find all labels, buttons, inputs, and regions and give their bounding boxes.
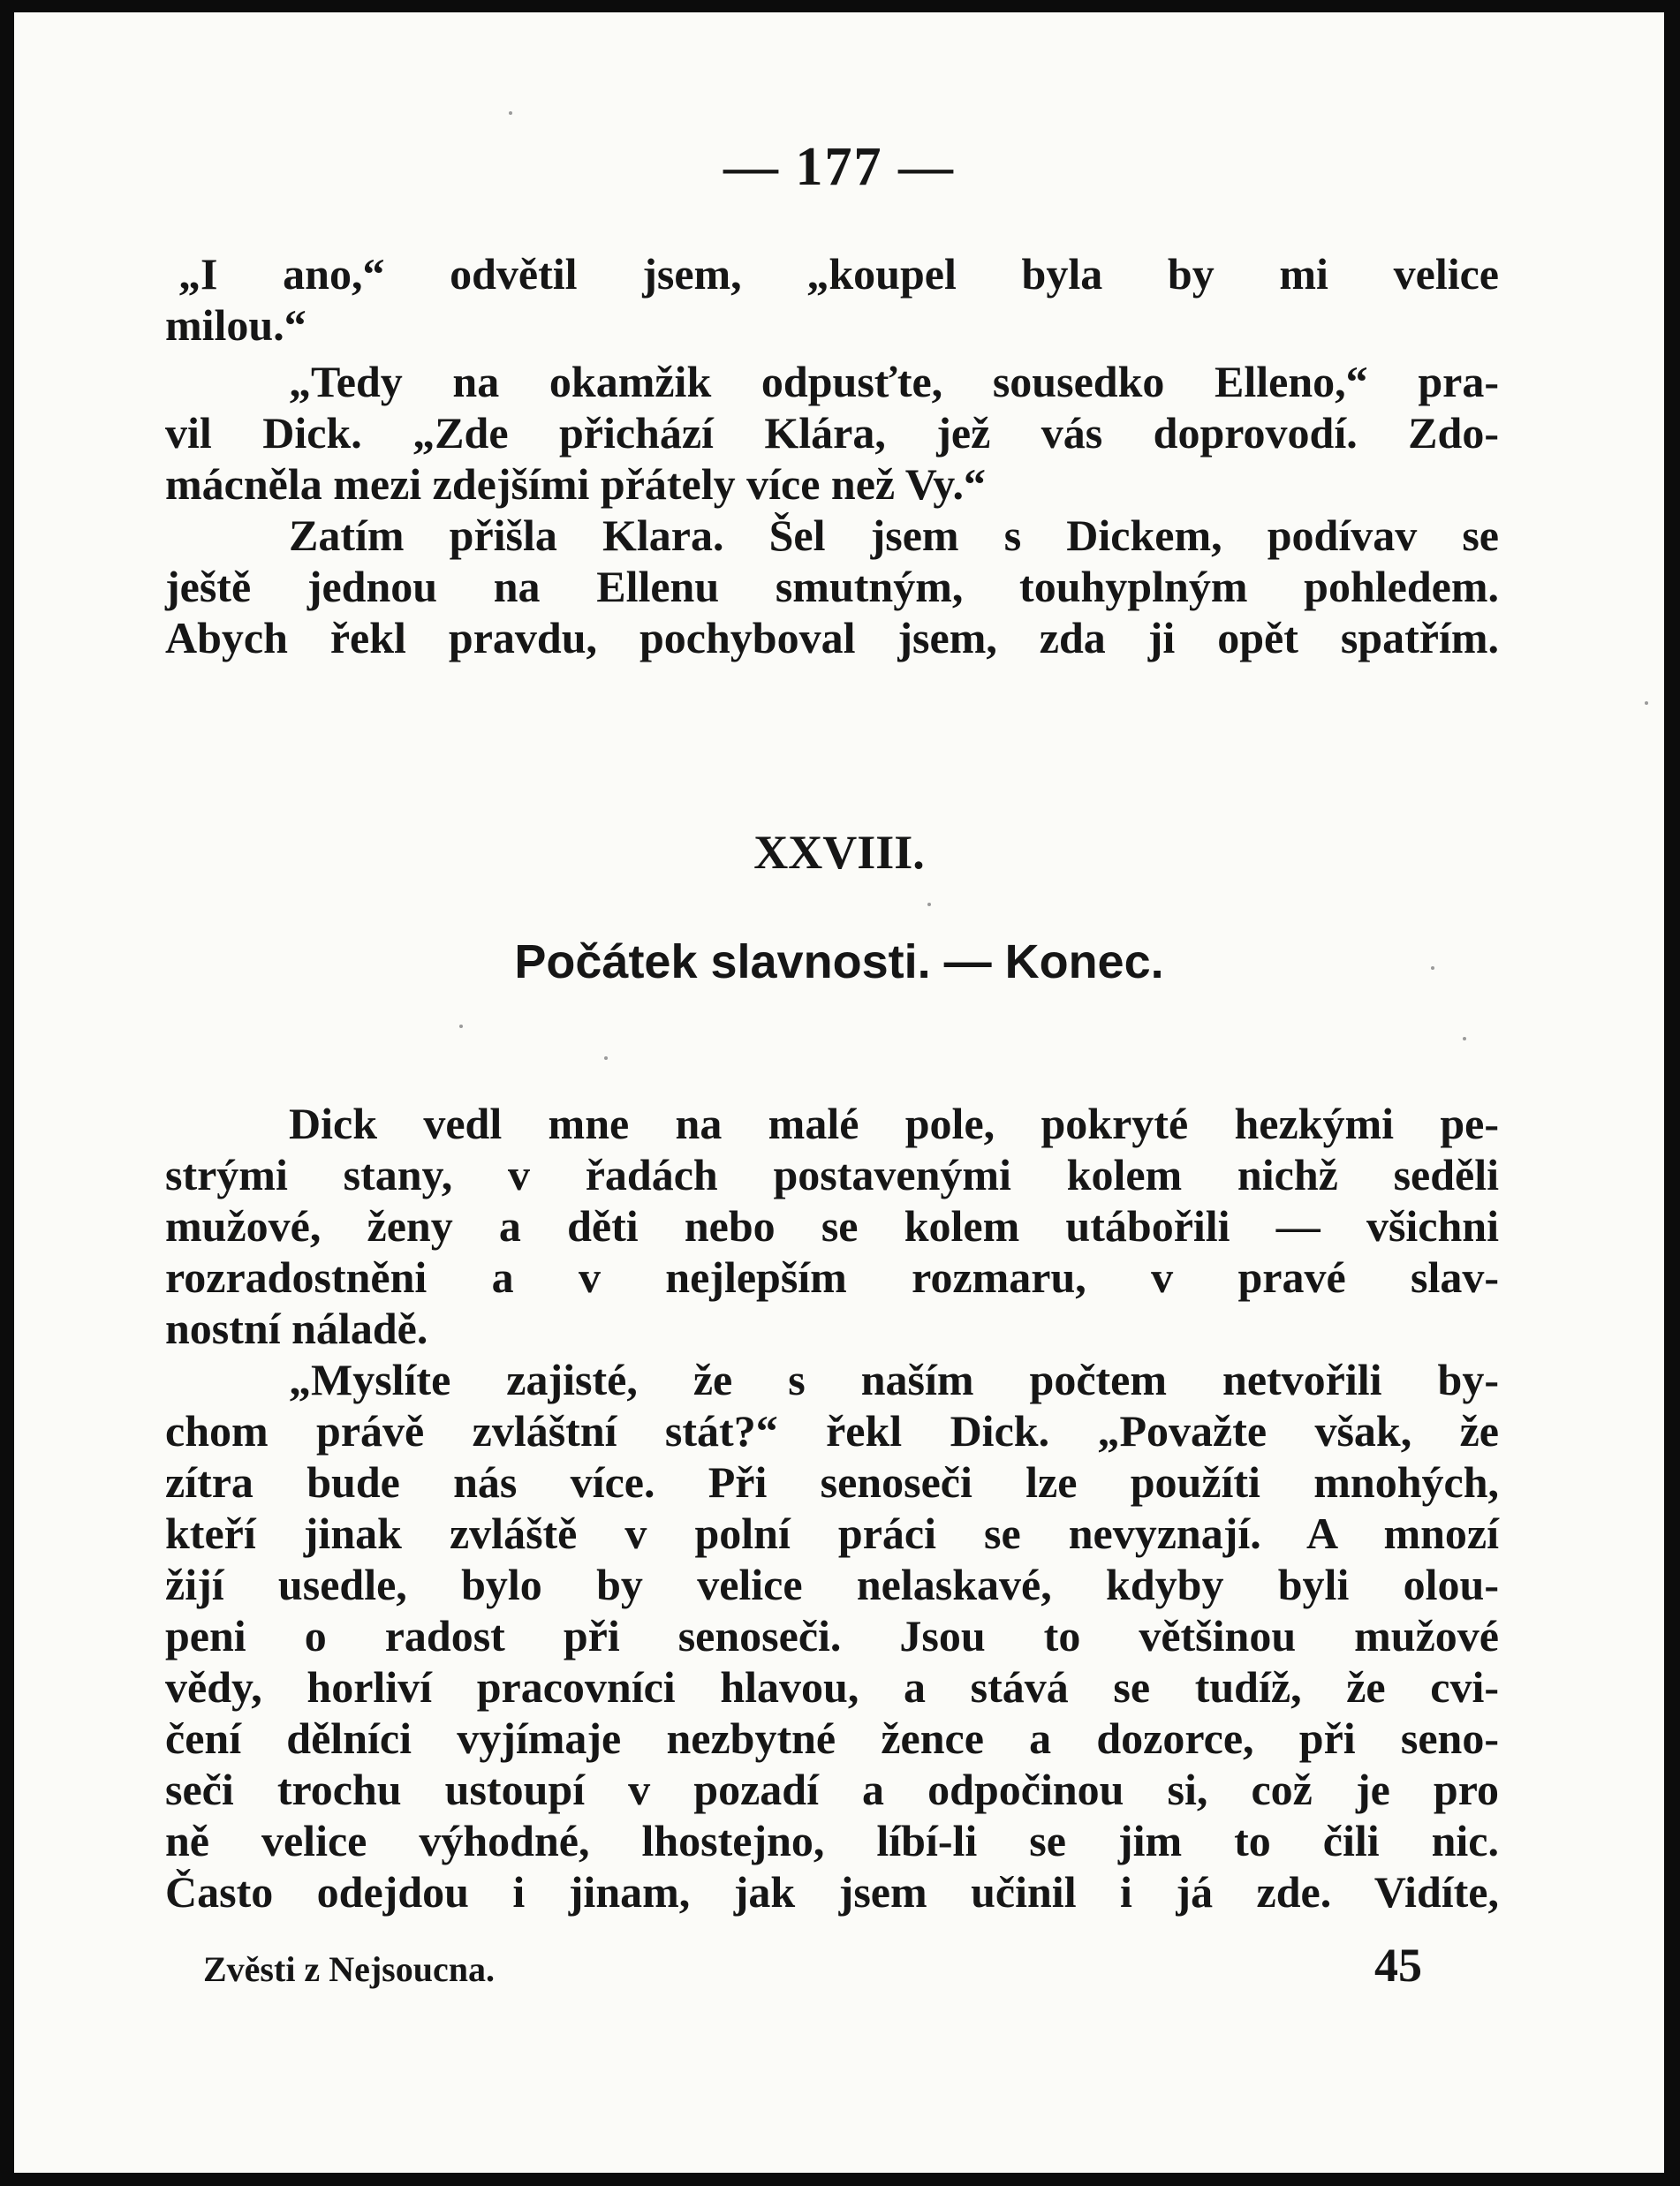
print-speck xyxy=(1463,1037,1466,1040)
page-number: — 177 — xyxy=(723,137,955,197)
text-line: nostní náladě. xyxy=(165,1304,428,1353)
text-line: vědy, horliví pracovníci hlavou, a stává se tudíž, že cvi- xyxy=(165,1662,1499,1712)
text-line: Zatím přišla Klara. Šel jsem s Dickem, podívav se xyxy=(289,511,1499,560)
text-line: vil Dick. „Zde přichází Klára, jež vás doprovodí. Zdo- xyxy=(165,408,1499,458)
text-line: chom právě zvláštní stát?“ řekl Dick. „Považte však, že xyxy=(165,1406,1499,1456)
chapter-title: Počátek slavnosti. — Konec. xyxy=(514,935,1164,988)
text-line: rozradostněni a v nejlepším rozmaru, v pravé slav- xyxy=(165,1252,1499,1302)
print-speck xyxy=(1645,701,1648,705)
footer-book-title: Zvěsti z Nejsoucna. xyxy=(203,1949,495,1989)
text-line: seči trochu ustoupí v pozadí a odpočinou si, což je pro xyxy=(165,1765,1499,1814)
print-speck xyxy=(604,1056,608,1060)
text-line: strými stany, v řadách postavenými kolem nichž seděli xyxy=(165,1150,1499,1199)
print-speck xyxy=(459,1025,463,1028)
text-line: mužové, ženy a děti nebo se kolem utábořili — všichni xyxy=(165,1201,1499,1251)
text-line: ně velice výhodné, lhostejno, líbí-li se jim to čili nic. xyxy=(165,1816,1499,1865)
text-line: „Myslíte zajisté, že s naším počtem netvořili by- xyxy=(289,1355,1499,1404)
text-line: Často odejdou i jinam, jak jsem učinil i já zde. Vidíte, xyxy=(165,1867,1499,1917)
text-line: mácněla mezi zdejšími přátely více než Vy.“ xyxy=(165,459,986,509)
text-line: kteří jinak zvláště v polní práci se nevyznají. A mnozí xyxy=(165,1509,1499,1558)
text-line: ještě jednou na Ellenu smutným, touhyplným pohledem. xyxy=(165,562,1499,611)
text-line: milou.“ xyxy=(165,300,306,350)
text-line: Dick vedl mne na malé pole, pokryté hezkými pe- xyxy=(289,1099,1499,1148)
text-line: zítra bude nás více. Při senoseči lze použíti mnohých, xyxy=(165,1457,1499,1507)
signature-mark: 45 xyxy=(1374,1939,1422,1992)
chapter-number: XXVIII. xyxy=(753,826,925,879)
text-line: čení dělníci vyjímaje nezbytné žence a dozorce, při seno- xyxy=(165,1713,1499,1763)
text-line: „Tedy na okamžik odpusťte, sousedko Elleno,“ pra- xyxy=(289,357,1499,406)
book-page xyxy=(14,12,1664,2173)
text-line: „I ano,“ odvětil jsem, „koupel byla by mi velice xyxy=(178,249,1499,299)
text-line: Abych řekl pravdu, pochyboval jsem, zda ji opět spatřím. xyxy=(165,613,1499,662)
text-line: peni o radost při senoseči. Jsou to většinou mužové xyxy=(165,1611,1499,1660)
print-speck xyxy=(927,903,931,906)
print-speck xyxy=(509,111,512,115)
text-line: žijí usedle, bylo by velice nelaskavé, kdyby byli olou- xyxy=(165,1560,1499,1609)
